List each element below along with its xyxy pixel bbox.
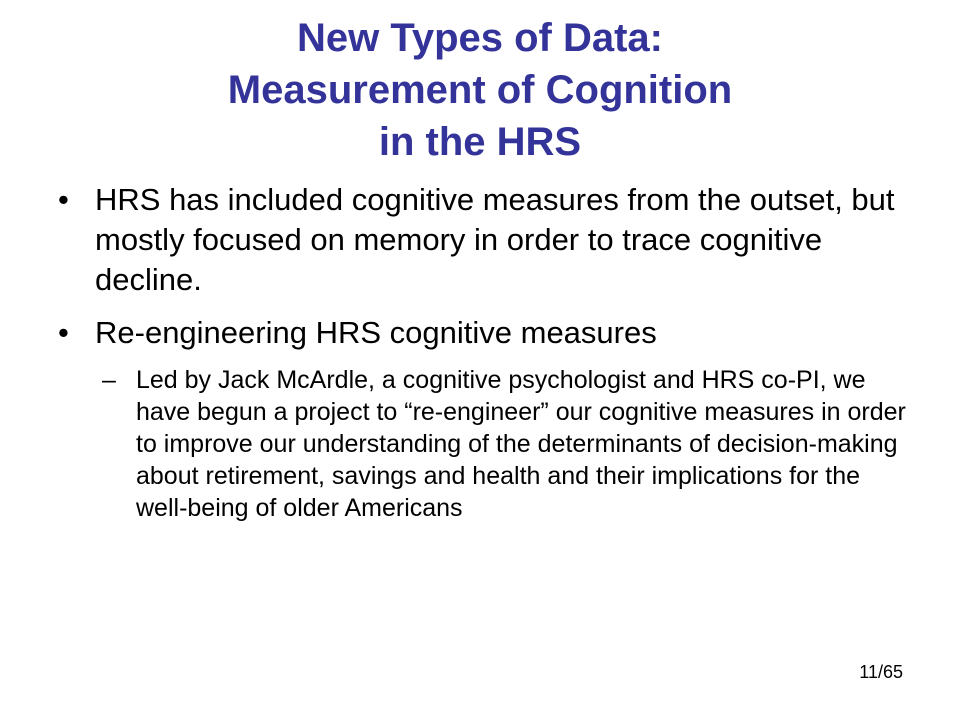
- sub-bullet-text: Led by Jack McArdle, a cognitive psychologist and HRS co-PI, we have begun a project to “re-engineer” our cognitive measures in order to improve our understanding of the determinants of decision-making about retirement, savings and health and their implications for the well-being of older Americans: [136, 366, 906, 522]
- sub-bullet-item: [58, 364, 918, 524]
- title-line: in the HRS: [378, 120, 582, 164]
- bullet-marker: •: [58, 182, 69, 217]
- page-number: 11/65: [859, 662, 903, 682]
- bullet-item: [58, 180, 918, 300]
- title-line: New Types of Data:: [297, 16, 663, 60]
- title-line: Measurement of Cognition: [227, 68, 733, 112]
- bullet-text: Re-engineering HRS cognitive measures: [95, 315, 657, 350]
- bullet-marker: •: [58, 315, 69, 350]
- slide-body: [58, 180, 918, 524]
- bullet-text: HRS has included cognitive measures from the outset, but mostly focused on memory in order to trace cognitive decline.: [95, 182, 895, 297]
- slide-title: [60, 12, 900, 168]
- bullet-item: [58, 313, 918, 353]
- sub-bullet-marker: –: [102, 366, 116, 394]
